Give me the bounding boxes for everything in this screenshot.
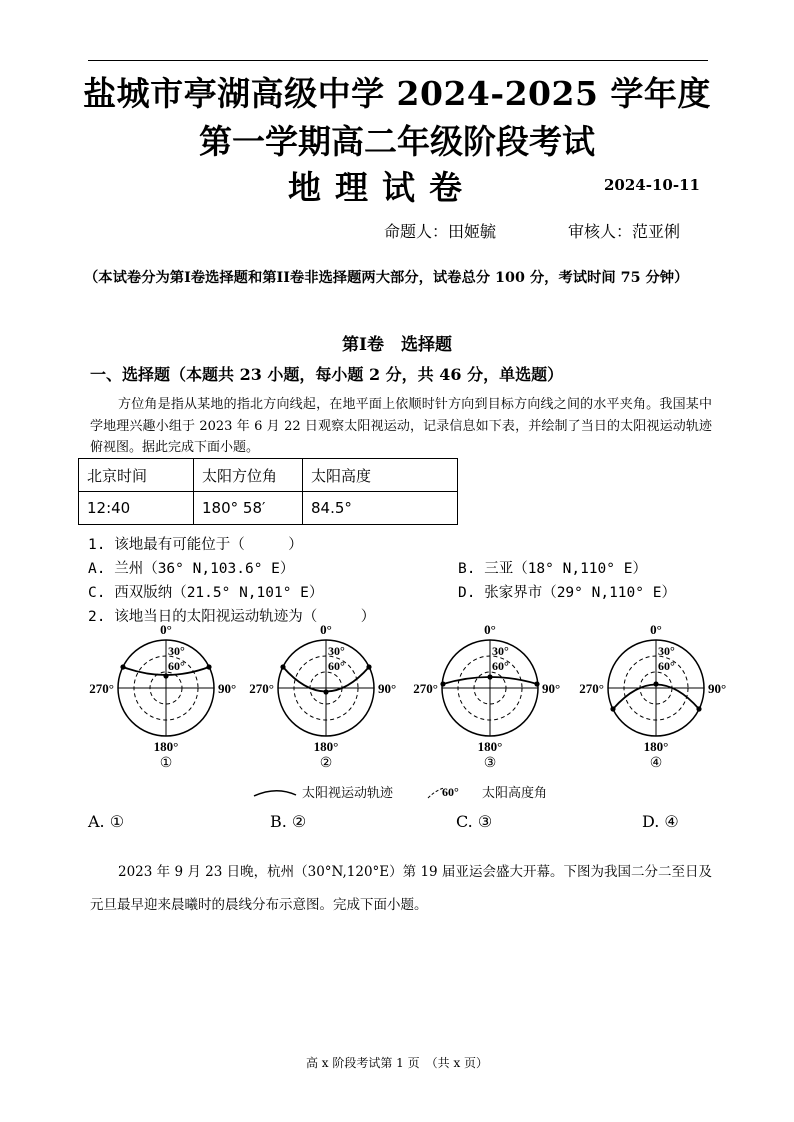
diagram-legend [254,785,547,800]
north-label: 0° [160,622,172,637]
sun-path-diagram-2 [249,622,396,771]
ring-60-label: 60° [658,659,675,673]
sun-path-diagrams [80,618,727,808]
sun-path-diagram-1 [89,622,236,771]
south-label: 180° [643,739,669,754]
q1-option-d: D. 张家界市（29° N,110° E） [458,585,676,601]
west-label: 270° [89,681,114,696]
part-title: 一、选择题（本题共 23 小题，每小题 2 分，共 46 分，单选题） [90,365,564,384]
q2-answer-b: B. ② [270,812,307,831]
table-header-cell: 太阳高度 [303,459,458,492]
legend-track-line [254,791,296,796]
north-label: 0° [484,622,496,637]
legend-track-label: 太阳视运动轨迹 [302,785,394,800]
exam-title-line1: 盐城市亭湖高级中学 2024-2025 学年度 [83,74,711,113]
ring-60-label: 60° [328,659,345,673]
west-label: 270° [413,681,438,696]
table-cell: 180° 58′ [194,492,303,525]
sun-path-diagram-3 [413,622,560,771]
west-label: 270° [249,681,274,696]
table-header-cell: 北京时间 [79,459,194,492]
south-label: 180° [477,739,503,754]
passage-2: 2023 年 9 月 23 日晚，杭州（30°N,120°E）第 19 届亚运会盛大开幕。下图为我国二分二至日及元旦最早迎来晨曦时的晨线分布示意图。完成下面小题。 [90,864,712,913]
west-label: 270° [579,681,604,696]
south-label: 180° [313,739,339,754]
q1-option-c: C. 西双版纳（21.5° N,101° E） [88,585,324,601]
question-intro: 方位角是指从某地的指北方向线起，在地平面上依顺时针方向到目标方向线之间的水平夹角。我国某中学地理兴趣小组于 2023 年 6 月 22 日观察太阳视运动，记录信息如下表，并绘制了当日的太阳视运动轨迹俯视图。据此完成下面小题。 [90,397,712,455]
table-row [79,492,458,525]
diagram-number: ① [159,756,173,771]
table-header-cell: 太阳方位角 [194,459,303,492]
ring-30-label: 30° [168,644,185,658]
author: 命题人：田姬毓 [384,222,497,241]
q1-option-b: B. 三亚（18° N,110° E） [458,561,647,577]
ring-30-label: 30° [328,644,345,658]
diagram-number: ② [319,756,333,771]
ring-60-label: 60° [168,659,185,673]
sun-path-diagram-4 [579,622,726,771]
header-rule [88,60,708,61]
south-label: 180° [153,739,179,754]
ring-30-label: 30° [492,644,509,658]
page-footer: 高 x 阶段考试第 1 页 （共 x 页） [305,1056,489,1070]
q2-stem: 2. 该地当日的太阳视运动轨迹为（ ） [88,609,376,625]
exam-note: （本试卷分为第I卷选择题和第II卷非选择题两大部分，试卷总分 100 分，考试时间 75 分钟） [84,270,689,286]
legend-angle-label: 太阳高度角 [482,785,548,800]
q2-answer-a: A. ① [88,812,125,831]
exam-date: 2024-10-11 [604,176,700,194]
diagram-number: ③ [483,756,497,771]
east-label: 90° [708,681,727,696]
north-label: 0° [650,622,662,637]
north-label: 0° [320,622,332,637]
subject-title: 地理试卷 [288,168,476,207]
table-cell: 84.5° [303,492,458,525]
q2-answer-d: D. ④ [642,812,679,831]
observation-table [78,458,458,525]
q1-option-a: A. 兰州（36° N,103.6° E） [88,561,295,577]
section-title: 第I卷 选择题 [342,335,452,355]
reviewer: 审核人：范亚俐 [568,222,681,241]
exam-title-line2: 第一学期高二年级阶段考试 [199,122,595,161]
east-label: 90° [218,681,237,696]
east-label: 90° [542,681,561,696]
legend-angle-sample: 60° [442,785,459,799]
diagram-number: ④ [649,756,663,771]
q2-answer-c: C. ③ [456,812,493,831]
ring-30-label: 30° [658,644,675,658]
q1-stem: 1. 该地最有可能位于（ ） [88,537,303,553]
east-label: 90° [378,681,397,696]
ring-60-label: 60° [492,659,509,673]
table-header-row [79,459,458,492]
table-cell: 12:40 [79,492,194,525]
